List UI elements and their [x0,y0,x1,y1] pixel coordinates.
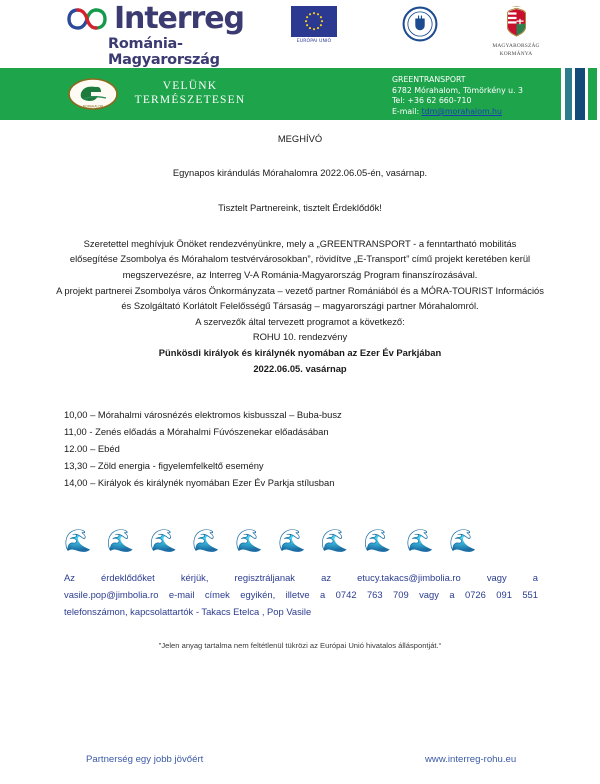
interreg-wordmark: Interreg [114,1,244,36]
eu-emblem [288,6,340,44]
interreg-infinity-loop-icon [66,6,110,32]
event-code: ROHU 10. rendezvény [252,331,348,343]
banner-stripes [561,68,600,120]
event-date: 2022.06.05. vasárnap [253,362,347,374]
hungary-government-emblem [485,4,547,58]
page-footer [0,754,600,770]
contact-phone: Tel: +36 62 660-710 [392,96,472,106]
svg-text:MÓRAHALOM: MÓRAHALOM [82,104,104,109]
eu-caption: EURÓPAI UNIÓ [296,39,332,44]
contact-organization: GREENTRANSPORT [392,75,466,84]
document-paragraph-3: A szervezők által tervezett programot a következő: [195,315,405,327]
schedule-item: 13,30 – Zöld energia - figyelemfelkeltő esemény [64,460,264,472]
banner-slogan-line-2: TERMÉSZETESEN [134,94,246,106]
contact-email-link[interactable]: tdm@morahalom.hu [421,106,502,116]
eu-disclaimer: ”Jelen anyag tartalma nem feltétlenül tükrözi az Európai Unió hivatalos álláspontját.“ [158,641,442,651]
document-greeting: Tisztelt Partnereink, tisztelt Érdeklődők! [218,202,382,214]
registration-note [0,569,600,620]
hungary-caption-line-1: MAGYARORSZÁG [492,43,540,49]
hungary-coat-of-arms-icon [504,24,529,41]
document-lead: Egynapos kirándulás Mórahalomra 2022.06.05-én, vasárnap. [172,166,428,178]
interreg-programme-name: Románia-Magyarország [108,36,220,68]
document-body [0,120,600,654]
event-title: Pünkösdi királyok és királynék nyomában az Ezer Év Parkjában [158,346,442,358]
schedule-item: 11,00 - Zenés előadás a Mórahalmi Fúvószenekar előadásában [64,426,329,438]
document-title: MEGHÍVÓ [277,133,323,144]
registration-note-line-1: Az érdeklődőket kérjük, regisztráljanak az etucy.takacs@jimbolia.ro vagy a [64,572,538,584]
contact-email-label: E-mail: [392,106,420,116]
document-paragraph-2: A projekt partnerei Zsombolya város Önkormányzata – vezető partner Romániából és a MÓRA-TOURIST Információs és Szolgáltató Korlátolt Felelősségű Társaság – magyarországi partner Mórahalomról. [56,284,544,312]
schedule-list [0,406,600,491]
schedule-item: 10,00 – Mórahalmi városnézés elektromos kisbusszal – Buba-busz [64,409,342,421]
document-paragraph-1: Szeretettel meghívjuk Önöket rendezvényünkre, mely a „GREENTRANSPORT - a fenntartható mobilitás elősegítése Zsombolya és Mórahalom testvérvárosokban”, rövidítve „E-Transport” című projekt keretében kerül megszervezésre, az Interreg V-A Románia-Magyarország Program finanszírozásával. [69,237,531,280]
romania-government-emblem [397,6,443,47]
contact-address: 6782 Mórahalom, Tömörkény u. 3 [392,85,524,95]
schedule-item: 12.00 – Ebéd [64,443,120,455]
registration-note-line-3: telefonszámon, kapcsolattartók - Takacs Etelca , Pop Vasile [64,606,312,618]
footer-url[interactable]: www.interreg-rohu.eu [425,754,517,765]
schedule-item: 14,00 – Királyok és királynék nyomában Ezer Év Parkja stílusban [64,477,335,489]
footer-slogan: Partnerség egy jobb jövőért [86,754,204,765]
banner-slogan [125,79,255,107]
registration-note-line-2: vasile.pop@jimbolia.ro e-mail címek egyikén, illetve a 0742 763 709 vagy a 0726 091 551 [64,589,538,601]
contact-email-row [392,107,523,118]
tdm-morahalom-logo-icon [68,78,118,110]
banner-contact-block [392,75,523,117]
romania-government-seal-icon [402,29,438,46]
eu-flag-icon [291,6,337,37]
banner-slogan-line-1: VELÜNK [162,80,218,92]
wave-decoration-icon: 🌊🌊🌊🌊🌊🌊🌊🌊🌊🌊 [64,529,492,555]
logo-bar [0,0,600,68]
hungary-caption-line-2: KORMÁNYA [499,51,533,57]
